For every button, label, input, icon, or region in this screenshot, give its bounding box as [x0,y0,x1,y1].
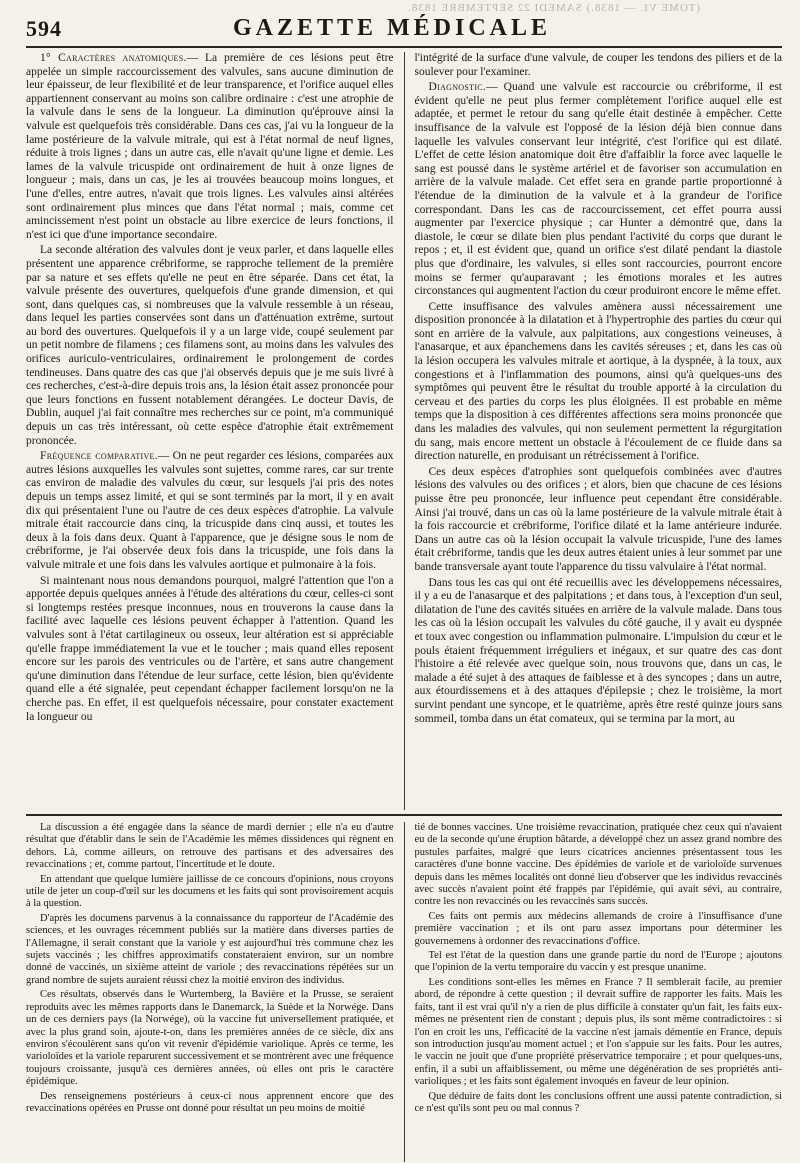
paragraph: La discussion a été engagée dans la séance de mardi dernier ; elle n'a eu d'autre résultat que d'établir dans le sein de l'Académie les mêmes dissidences qui règnent en dehors. Là, comme ailleurs, on retrouve des partisans et des adversaires des revaccinations ; et, comme partout, l'incertitude et le doute. [26,822,394,871]
paragraph: Des renseignemens postérieurs à ceux-ci nous apprennent encore que des revaccinations opérées en Prusse ont donné pour résultat un peu moins de moitié [26,1090,394,1114]
paragraph: Les conditions sont-elles les mêmes en France ? Il semblerait facile, au premier abord, de répondre à cette question ; il devrait suffire de rapporter les faits. Mais les faits, tant il est vrai qu'il n'y a rien de plus difficile à constater qu'un fait, les faits eux-mêmes ne présentent rien de constant ; depuis plus, ils sont même contradictoires : si l'on en croit les uns, l'efficacité de la vaccine n'est jamais démentie en France, depuis son introduction jusqu'au moment actuel ; et l'on s'appuie sur les faits. Pour les autres, le vaccin ne jouit que d'une propriété préservatrice temporaire ; et pour quelques-uns, enfin, il a subi un affaiblissement, ou même une dégénération de ses propriétés anti-varioliques ; et les faits sont également invoqués en faveur de leur opinion. [414,976,782,1088]
column-rule [404,52,405,810]
paragraph: La seconde altération des valvules dont je veux parler, et dans laquelle elles présentent une apparence crébriforme, se rapproche tellement de la première par sa nature et ses effets qu'elle ne peut en être séparée. Dans cet état, la valvule présente des ouvertures, quelquefois d'une grande dimension, et qui sont, dans quelques cas, si nombreuses que la valvule ressemble à un réseau, dans lequel les parties conservées sont dans un d'atténuation extrême, surtout au bord des ouvertures. Quelquefois il y a un large vide, coupé seulement par un petit nombre de filamens ; ces filamens sont, au moins dans les valvules des orifices auriculo-ventriculaires, ordinairement le prolongement de cordes tendineuses. Dans quatre des cas que j'ai observés depuis que je me suis livré à ces recherches, c'est-à-dire depuis trois ans, la lésion était assez prononcée pour que leurs fonctions en fussent notablement dérangées. Le docteur Davis, de Dublin, auquel j'ai fait connaître mes recherches sur ce point, m'a communiqué depuis un cas très intéressant, où cette espèce d'atrophie était extrêmement prononcée. [26,244,394,447]
paragraph: En attendant que quelque lumière jaillisse de ce concours d'opinions, nous croyons utile de jeter un coup-d'œil sur les documens et les faits qui sont provisoirement acquis à la question. [26,873,394,910]
paragraph-text: — La première de ces lésions peut être appelée un simple raccourcissement des valvules, sans aucune diminution de leur épaisseur, de leur flexibilité et de leur transparence, et l'orifice auquel elles appartiennent conservant au moins son calibre ordinaire : c'est une atrophie de la valvule dans le sens de la longueur. La diminution qu'éprouve ainsi la valvule est quelquefois très considérable. Dans ces cas, j'ai vu la longueur de la lame postérieure de la valvule mitrale, qui est à l'état normal de neuf lignes, réduite à trois lignes ; dans un autre cas, elle n'avait qu'une ligne et demie. Les lames de la valvule tricuspide ont ordinairement de huit à onze lignes de longueur ; mais, dans un cas, je les ai trouvées beaucoup moins longues, et l'une d'elles, entre autres, n'avait que trois lignes. Les valvules ainsi altérées sont ordinairement plus minces que dans l'état normal ; mais, comme cet amincissement n'est point un obstacle au libre exercice de leurs fonctions, il n'est ici que d'une importance secondaire. [26,52,394,241]
journal-title: GAZETTE MÉDICALE [232,15,552,41]
paragraph: D'après les documens parvenus à la connaissance du rapporteur de l'Académie des sciences, et les ouvrages récemment publiés sur la matière dans diverses parties de l'Allemagne, il serait constant que la variole y est aujourd'hui très commune chez les sujets vaccinés ; les chiffres approximatifs constateraient environ, sur un nombre donné de vaccinés, un sixième atteint de variole ; des revaccinations répétées sur un grand nombre de sujets auraient réussi chez la moitié environ des individus. [26,912,394,986]
section-heading: 1° Caractères anatomiques. [40,52,187,64]
column-rule [404,822,405,1162]
paragraph: Ces deux espèces d'atrophies sont quelquefois combinées avec d'autres lésions des valvules ou des orifices ; et alors, bien que chacune de ces lésions puisse être peu prononcée, leur influence peut cependant être considérable. Ainsi j'ai trouvé, dans un cas où la lame postérieure de la valvule mitrale était à la fois raccourcie et crébriforme, l'orifice dilaté et la lame antérieure indurée. Dans un autre cas où la lésion occupait la valvule tricuspide, l'une des lames était crébriforme, tandis que les deux autres étaient unies à leur sommet par une bande transversale ayant toute l'apparence du tissu valvulaire à l'état normal. [414,465,782,573]
feuilleton-columns [26,822,782,1162]
article-columns [26,52,782,810]
paragraph: Tel est l'état de la question dans une grande partie du nord de l'Europe ; ajoutons que l'opinion de la vertu temporaire du vaccin y est presque unanime. [414,950,782,974]
page-number: 594 [26,16,62,41]
section-heading: Fréquence comparative. [40,450,158,463]
page-header [26,0,782,48]
bleed-through-text: (TOME VI. — 1838.) SAMEDI 22 SEPTEMBRE 1838. [407,2,700,14]
paragraph: Cette insuffisance des valvules amènera aussi nécessairement une disposition prononcée à la dilatation et à l'hypertrophie des parties du cœur qui sont en arrière de la valvule, aux palpitations, aux congestions veineuses, à l'anasarque, et aux épanchemens dans les cavités séreuses ; et, dans les cas où la lésion occupera les valvules mitrale et aortique, à la dyspnée, à la toux, aux congestions et à l'inflammation des poumons, ainsi qu'à quelques-uns des symptômes qui peuvent être le résultat du trouble apporté à la circulation du cerveau et des parties du corps les plus éloignées. Il est probable en même temps que la disposition à ces différentes affections sera moins prononcée que dans les maladies des valvules, qui non seulement permettent la régurgitation du sang, mais encore mettent un obstacle à l'écoulement de ce fluide dans sa direction naturelle, en produisant un rétrécissement à l'orifice. [414,300,782,463]
paragraph: l'intégrité de la surface d'une valvule, de couper les tendons des piliers et de la soulever pour l'examiner. [414,52,782,78]
paragraph: Ces résultats, observés dans le Wurtemberg, la Bavière et la Prusse, se seraient reproduits avec les mêmes rapports dans le Danemarck, la Suède et la Norwége. Dans un de ces derniers pays (la Norwége), où la vaccine fut universellement pratiquée, et avec la plus grand soin, ajoute-t-on, dans les premières années de ce siècle, dix ans environ s'écoulèrent sans qu'on vit revenir d'épidémie variolique. Après ce terme, les varioloïdes et la variole reparurent successivement et se montrèrent avec une fréquence toujours croissante, jusqu'à ces dernières années, où elles ont pris le caractère épidémique. [26,989,394,1088]
right-column [415,52,783,810]
paragraph: Que déduire de faits dont les conclusions offrent une aussi patente contradiction, si ce n'est qu'ils sont peu ou mal connus ? [414,1090,782,1114]
paragraph [415,81,783,299]
paragraph: tié de bonnes vaccines. Une troisième revaccination, pratiquée chez ceux qui n'avaient eu de la seconde qu'une éruption bâtarde, a développé chez un assez grand nombre des pustules parfaites, malgré que leurs cicatrices anciennes présentassent tous les caractères d'une bonne vaccine. Des épidémies de variole et de varioloïde survenues depuis dans les mêmes localités ont donné lieu d'observer que les individus revaccinés avec succès n'avaient point été frappés par l'épidémie, qui avait sévi, au contraire, contre les non revaccinés ou les revaccinés sans succès. [414,822,782,908]
left-column [26,52,394,810]
paragraph: Ces faits ont permis aux médecins allemands de croire à l'insuffisance d'une première vaccination ; et ils ont paru assez importans pour déterminer les gouvernemens à ordonner des revaccinations d'office. [414,910,782,947]
section-divider [26,814,782,816]
paragraph: Dans tous les cas qui ont été recueillis avec les développemens nécessaires, il y a eu de l'anasarque et des palpitations ; et dans tous, à l'exception d'un seul, dilatation de l'une des cavités situées en arrière de la valvule malade. Dans tous les cas où la lésion occupait les valvules du côté gauche, il y avait eu dyspnée et toux avec congestion ou inflammation pulmonaire. L'impulsion du cœur et le pouls étaient fréquemment irréguliers et inégaux, et sur quatre des cas dont l'histoire a été relevée avec quelque soin, nous trouvons que, dans un cas, le malade a été sujet à des attaques de faiblesse et à des syncopes ; dans un autre, aux étourdissemens et à des attaques d'épilepsie ; chez le troisième, la mort survint pendant une syncope, et le quatrième, après être resté quinze jours sans sommeil, tomba dans un état comateux, qui se termina par la mort, au [414,576,782,725]
paragraph-text: — Quand une valvule est raccourcie ou crébriforme, il est évident qu'elle ne peut plus fermer complètement l'orifice auquel elle est adaptée, et permet le retour du sang qu'elle était destinée à empêcher. Cette insuffisance de la valvule est l'opposé de la lésion déjà bien connue dans laquelle les valvules conservant leur intégrité, c'est l'orifice qui est dilaté. L'effet de cette lésion anatomique doit être d'affaiblir la force avec laquelle le sang est poussé dans le système artériel et de favoriser son accumulation en arrière de la valvule malade. Cet effet sera en grande partie proportionné à l'étendue de la diminution de la valvule et à la grandeur de l'orifice correspondant. Dans les cas de raccourcissement, cet effet pourra aussi augmenter par l'exercice physique ; car Hunter a démontré que, dans la diastole, le cœur se dilate bien plus pendant l'activité du corps que durant le repos ; et, il est évident que, quand un orifice s'est dilaté pendant la diastole plus que d'ordinaire, les valvules, si elles sont raccourcies, pourront encore moins se fermer qu'auparavant ; les émotions morales et les autres circonstances qui augmentent l'action du cœur produiront encore le même effet. [414,81,782,298]
paragraph-text: — On ne peut regarder ces lésions, comparées aux autres lésions auxquelles les valvules sont sujettes, comme rares, car sur trente cas environ de maladie des valvules du cœur, sur lesquels j'ai pris des notes depuis un temps assez limité, et qui se sont terminés par la mort, il y en avait dix qui présentaient l'une ou l'autre de ces deux espèces d'atrophie. La valvule mitrale était raccourcie dans cinq, la tricuspide dans cinq aussi, et toutes les deux à la fois dans deux. Quant à l'apparence, que je désigne sous le nom de crébriforme, je l'ai observée deux fois dans la tricuspide, une fois dans la valvule mitrale et une fois dans les valvules aortique et pulmonaire à la fois. [26,450,394,571]
bottom-left-column [26,822,394,1162]
paragraph [26,52,394,242]
section-heading: Diagnostic. [428,81,487,94]
bottom-right-column [415,822,783,1162]
paragraph [26,450,394,572]
paragraph: Si maintenant nous nous demandons pourquoi, malgré l'attention que l'on a apportée depuis quelques années à l'étude des altérations du cœur, celles-ci sont si longtemps restées presque inconnues, nous en trouverons la cause dans la facilité avec laquelle ces lésions peuvent échapper à l'attention. Quand les valvules sont à l'état cartilagineux ou osseux, leur altération est si appréciable qu'elle frappe immédiatement la vue et le toucher ; mais quand elles reposent encore sur les parois des ventricules ou de l'artère, et sans autre changement qu'une diminution dans l'étendue de leur surface, cette lésion, bien qu'évidente quand elle a été signalée, peut cependant échapper facilement lorsqu'on ne la cherche pas. En effet, il est quelquefois nécessaire, pour constater exactement la longueur ou [26,574,394,723]
